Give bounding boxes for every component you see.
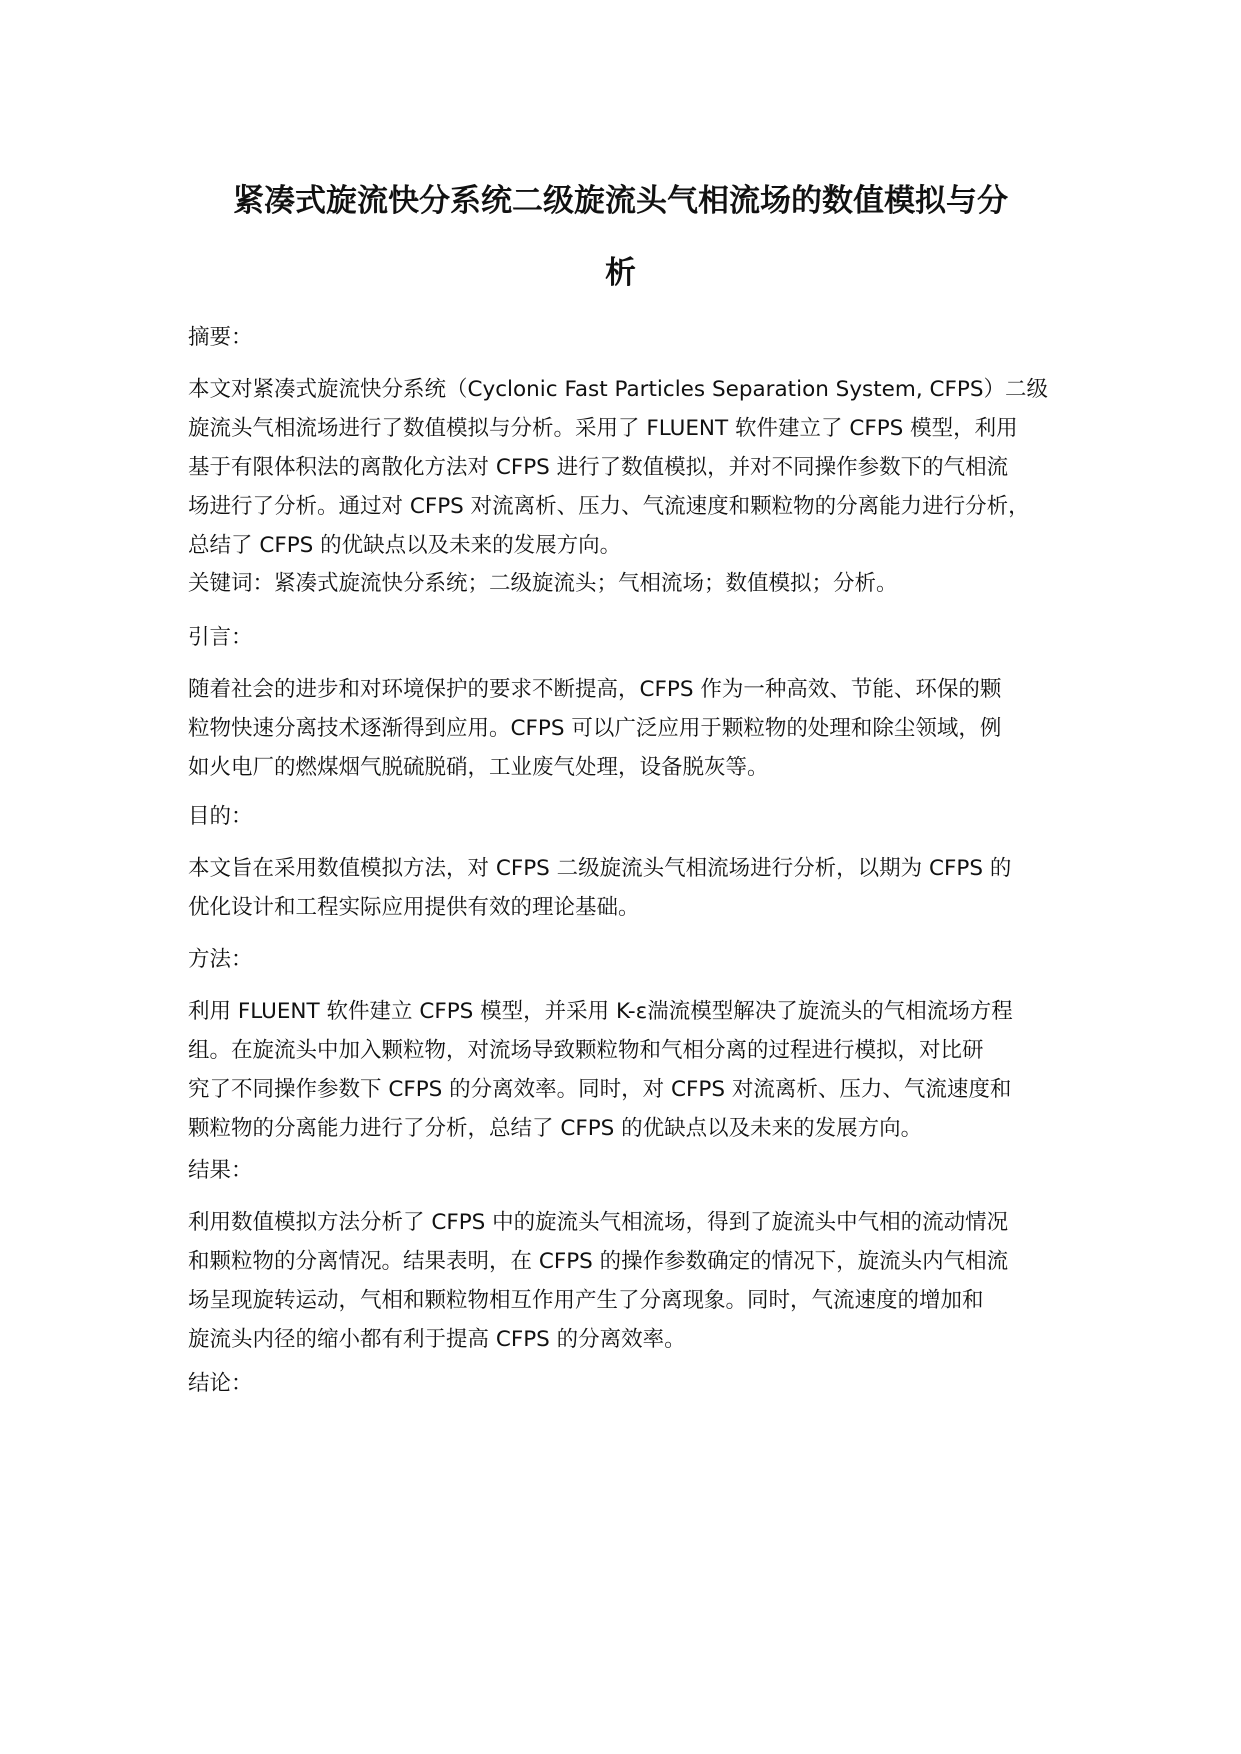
method-line: 究了不同操作参数下 CFPS 的分离效率。同时，对 CFPS 对流离析、压力、气流速度和 xyxy=(188,1077,1012,1102)
method-line: 组。在旋流头中加入颗粒物，对流场导致颗粒物和气相分离的过程进行模拟，对比研 xyxy=(188,1038,984,1063)
abstract-line: 场进行了分析。通过对 CFPS 对流离析、压力、气流速度和颗粒物的分离能力进行分析， xyxy=(188,494,1030,519)
purpose-heading: 目的： xyxy=(188,804,253,829)
intro-line: 粒物快速分离技术逐渐得到应用。CFPS 可以广泛应用于颗粒物的处理和除尘领域，例 xyxy=(188,716,1002,741)
method-line: 利用 FLUENT 软件建立 CFPS 模型，并采用 K-ε湍流模型解决了旋流头的气相流场方程 xyxy=(188,999,1013,1024)
results-line: 场呈现旋转运动，气相和颗粒物相互作用产生了分离现象。同时，气流速度的增加和 xyxy=(188,1288,984,1313)
abstract-line: 旋流头气相流场进行了数值模拟与分析。采用了 FLUENT 软件建立了 CFPS 模型，利用 xyxy=(188,416,1018,441)
method-line: 颗粒物的分离能力进行了分析，总结了 CFPS 的优缺点以及未来的发展方向。 xyxy=(188,1116,923,1141)
intro-heading: 引言： xyxy=(188,625,253,650)
abstract-paragraph xyxy=(188,370,1078,565)
intro-line: 随着社会的进步和对环境保护的要求不断提高，CFPS 作为一种高效、节能、环保的颗 xyxy=(188,677,1002,702)
results-line: 利用数值模拟方法分析了 CFPS 中的旋流头气相流场，得到了旋流头中气相的流动情况 xyxy=(188,1210,1009,1235)
method-heading: 方法： xyxy=(188,947,253,972)
purpose-paragraph xyxy=(188,849,1078,927)
document-title-line-2: 析 xyxy=(605,255,636,291)
intro-paragraph xyxy=(188,670,1078,787)
results-heading: 结果： xyxy=(188,1158,253,1183)
purpose-line: 优化设计和工程实际应用提供有效的理论基础。 xyxy=(188,895,640,920)
results-paragraph xyxy=(188,1203,1078,1359)
method-paragraph xyxy=(188,992,1078,1148)
document-title-line-1: 紧凑式旋流快分系统二级旋流头气相流场的数值模拟与分 xyxy=(233,183,1008,219)
results-line: 和颗粒物的分离情况。结果表明，在 CFPS 的操作参数确定的情况下，旋流头内气相流 xyxy=(188,1249,1009,1274)
purpose-line: 本文旨在采用数值模拟方法，对 CFPS 二级旋流头气相流场进行分析，以期为 CFPS 的 xyxy=(188,856,1012,881)
abstract-line: 总结了 CFPS 的优缺点以及未来的发展方向。 xyxy=(188,533,622,558)
keywords-line: 关键词：紧凑式旋流快分系统；二级旋流头；气相流场；数值模拟；分析。 xyxy=(188,571,898,596)
conclusion-heading: 结论： xyxy=(188,1371,253,1396)
intro-line: 如火电厂的燃煤烟气脱硫脱硝，工业废气处理，设备脱灰等。 xyxy=(188,755,769,780)
abstract-line: 本文对紧凑式旋流快分系统（Cyclonic Fast Particles Separation System, CFPS）二级 xyxy=(188,377,1049,402)
abstract-line: 基于有限体积法的离散化方法对 CFPS 进行了数值模拟，并对不同操作参数下的气相流 xyxy=(188,455,1009,480)
results-line: 旋流头内径的缩小都有利于提高 CFPS 的分离效率。 xyxy=(188,1327,686,1352)
abstract-heading: 摘要： xyxy=(188,325,253,350)
